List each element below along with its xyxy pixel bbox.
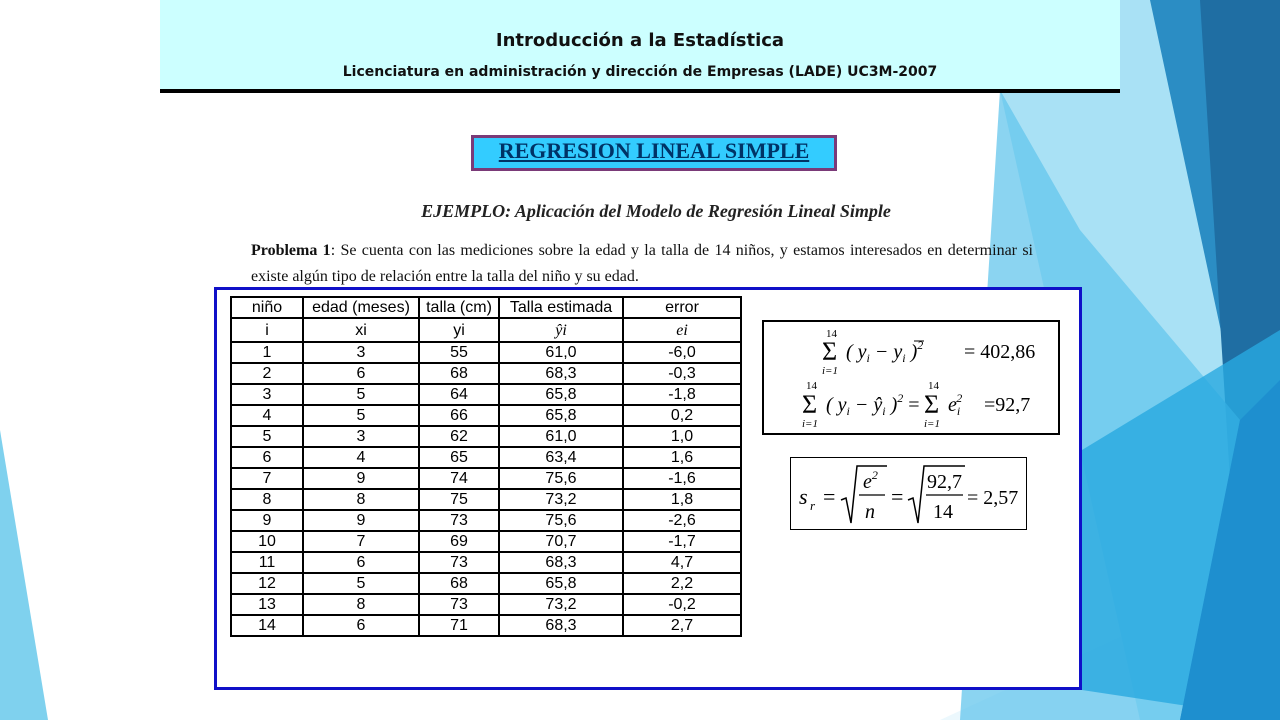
table-cell: 7: [303, 531, 419, 552]
table-cell: -6,0: [623, 342, 741, 363]
table-cell: 2: [231, 363, 303, 384]
table-cell: 9: [303, 468, 419, 489]
table-cell: 6: [303, 552, 419, 573]
sigma-symbol: Σ: [924, 390, 940, 419]
table-cell: 63,4: [499, 447, 623, 468]
table-cell: 13: [231, 594, 303, 615]
residual-std-formula: [790, 457, 1027, 530]
sigma-symbol: Σ: [822, 337, 838, 366]
table-cell: 3: [303, 426, 419, 447]
course-subtitle: Licenciatura en administración y dirección de Empresas (LADE) UC3M-2007: [342, 64, 938, 80]
table-cell: -2,6: [623, 510, 741, 531]
example-title: EJEMPLO: Aplicación del Modelo de Regresión Lineal Simple: [421, 201, 891, 221]
course-title: Introducción a la Estadística: [495, 30, 785, 51]
table-row: [231, 363, 741, 384]
table-cell: 9: [231, 510, 303, 531]
sr-formula-graphic: [791, 458, 1026, 529]
table-cell: 73: [419, 510, 499, 531]
table-cell: 73,2: [499, 594, 623, 615]
table-cell: -1,7: [623, 531, 741, 552]
table-cell: 3: [303, 342, 419, 363]
table-body: [231, 342, 741, 636]
table-cell: 6: [303, 615, 419, 636]
column-header: edad (meses): [303, 297, 419, 318]
table-cell: -1,6: [623, 468, 741, 489]
table-cell: 1,0: [623, 426, 741, 447]
symbol-cell: [231, 318, 303, 342]
symbol-cell: [623, 318, 741, 342]
table-cell: 11: [231, 552, 303, 573]
sum-formulas-graphic: [764, 322, 1060, 435]
table-row: [231, 384, 741, 405]
table-cell: 75: [419, 489, 499, 510]
table-cell: 73,2: [499, 489, 623, 510]
sr-subscript: r: [810, 498, 816, 513]
table-cell: 68,3: [499, 363, 623, 384]
table-cell: 1: [231, 342, 303, 363]
table-cell: 73: [419, 552, 499, 573]
table-cell: 9: [303, 510, 419, 531]
table-cell: 75,6: [499, 468, 623, 489]
table-cell: 68,3: [499, 615, 623, 636]
table-cell: 10: [231, 531, 303, 552]
slide-header: [160, 0, 1120, 93]
sst-expression: ( $y_i - y_i$ )$^2$: [846, 338, 924, 365]
table-cell: 61,0: [499, 342, 623, 363]
table-cell: -1,8: [623, 384, 741, 405]
symbol-cell: [419, 318, 499, 342]
table-cell: 4: [303, 447, 419, 468]
table-cell: 62: [419, 426, 499, 447]
column-header: talla (cm): [419, 297, 499, 318]
slide-title: REGRESION LINEAL SIMPLE: [471, 135, 837, 171]
table-cell: 6: [303, 363, 419, 384]
table-cell: 5: [303, 573, 419, 594]
problem-label: Problema 1: [251, 242, 331, 259]
table-cell: 66: [419, 405, 499, 426]
sst-value: = 402,86: [964, 341, 1036, 363]
table-cell: 5: [303, 405, 419, 426]
sr-numerator-value: 92,7: [927, 471, 962, 493]
table-cell: 1,8: [623, 489, 741, 510]
sr-symbol: s: [799, 484, 808, 509]
table-row: [231, 615, 741, 636]
sum-upper-limit: 14: [806, 380, 817, 392]
problem-statement: [251, 238, 1033, 290]
table-row: [231, 531, 741, 552]
equals-sign: =: [891, 484, 904, 509]
table-cell: 75,6: [499, 510, 623, 531]
table-cell: 14: [231, 615, 303, 636]
table-cell: -0,3: [623, 363, 741, 384]
table-cell: 6: [231, 447, 303, 468]
table-cell: 74: [419, 468, 499, 489]
symbol-yi: yi: [453, 321, 465, 339]
sr-denominator: n: [865, 501, 875, 523]
table-cell: 65,8: [499, 573, 623, 594]
sse-value: =92,7: [984, 394, 1031, 416]
table-row: [231, 573, 741, 594]
table-row: [231, 594, 741, 615]
sum-upper-limit: 14: [826, 328, 837, 340]
sr-numerator: $e^2$: [863, 468, 878, 493]
table-cell: 69: [419, 531, 499, 552]
table-cell: 4: [231, 405, 303, 426]
symbol-yhat: ŷi: [555, 321, 567, 339]
table-cell: 12: [231, 573, 303, 594]
problem-text: : Se cuenta con las mediciones sobre la edad y la talla de 14 niños, y estamos interesados en determinar si existe algún tipo de relación entre la talla del niño y su edad.: [251, 242, 1034, 285]
symbol-cell: [303, 318, 419, 342]
sigma-symbol: Σ: [802, 390, 818, 419]
table-cell: 8: [231, 489, 303, 510]
table-row: [231, 510, 741, 531]
table-cell: 2,2: [623, 573, 741, 594]
table-cell: 64: [419, 384, 499, 405]
table-cell: 1,6: [623, 447, 741, 468]
column-header: Talla estimada: [499, 297, 623, 318]
table-cell: 61,0: [499, 426, 623, 447]
table-row: [231, 342, 741, 363]
table-cell: 68: [419, 573, 499, 594]
table-cell: 5: [303, 384, 419, 405]
sum-lower-limit: i=1: [802, 418, 818, 430]
sr-value: = 2,57: [967, 487, 1019, 509]
equals-sign: =: [823, 484, 836, 509]
symbol-xi: xi: [355, 321, 367, 339]
table-cell: 55: [419, 342, 499, 363]
table-row: [231, 468, 741, 489]
column-header: error: [623, 297, 741, 318]
table-cell: 3: [231, 384, 303, 405]
data-table: [230, 296, 742, 637]
table-cell: 65,8: [499, 405, 623, 426]
table-header-row: [231, 297, 741, 318]
sum-upper-limit: 14: [928, 380, 939, 392]
table-cell: 68: [419, 363, 499, 384]
sum-of-squares-formula: [762, 320, 1060, 435]
symbol-ei: ei: [676, 321, 688, 339]
table-row: [231, 426, 741, 447]
table-cell: -0,2: [623, 594, 741, 615]
symbol-cell: [499, 318, 623, 342]
table-cell: 73: [419, 594, 499, 615]
table-cell: 71: [419, 615, 499, 636]
table-row: [231, 489, 741, 510]
table-cell: 7: [231, 468, 303, 489]
table-symbol-row: [231, 318, 741, 342]
table-cell: 4,7: [623, 552, 741, 573]
table-row: [231, 447, 741, 468]
table-cell: 0,2: [623, 405, 741, 426]
table-cell: 5: [231, 426, 303, 447]
sse-expression: ( $y_i$ − $ŷ_i$ )$^2$ =: [826, 391, 920, 418]
symbol-i: i: [265, 321, 269, 339]
table-cell: 65,8: [499, 384, 623, 405]
table-cell: 2,7: [623, 615, 741, 636]
table-cell: 8: [303, 594, 419, 615]
table-cell: 68,3: [499, 552, 623, 573]
table-cell: 65: [419, 447, 499, 468]
sr-denominator-value: 14: [933, 501, 953, 523]
table-cell: 70,7: [499, 531, 623, 552]
sum-lower-limit: i=1: [822, 365, 838, 377]
residual-squared: $e_i2$: [948, 391, 963, 418]
table-row: [231, 552, 741, 573]
sum-lower-limit: i=1: [924, 418, 940, 430]
column-header: niño: [231, 297, 303, 318]
table-row: [231, 405, 741, 426]
table-cell: 8: [303, 489, 419, 510]
